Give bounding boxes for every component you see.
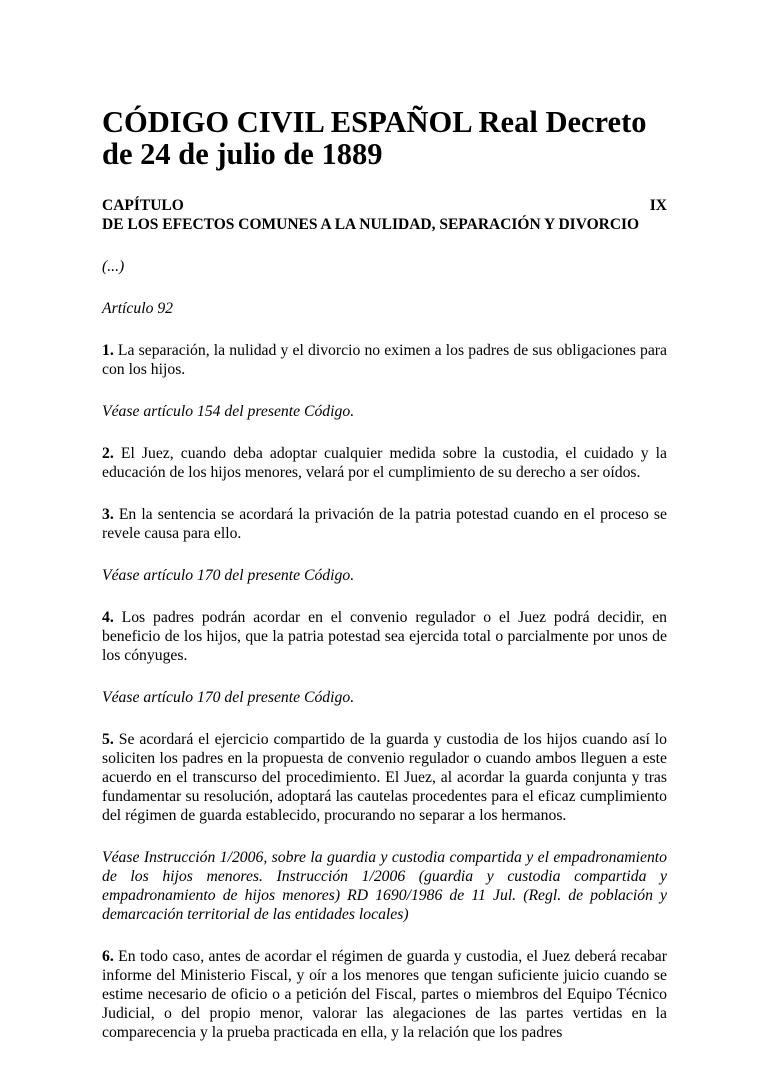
paragraph-number: 6.	[102, 948, 114, 965]
paragraph-number: 3.	[102, 506, 114, 523]
chapter-heading	[102, 196, 667, 234]
cross-reference-note: Véase artículo 170 del presente Código.	[102, 567, 355, 584]
paragraph-text: Se acordará el ejercicio compartido de la guarda y custodia de los hijos cuando así lo soliciten los padres en la propuesta de convenio regulador o cuando ambos lleguen a este acuerdo en el transcurso del procedimiento. El Juez, al acordar la guarda conjunta y tras fundamentar su resolución, adoptará las cautelas procedentes para el eficaz cumplimiento del régimen de guarda establecido, procurando no separar a los hermanos.	[102, 731, 667, 824]
document-title: CÓDIGO CIVIL ESPAÑOL Real Decreto de 24 de julio de 1889	[102, 105, 647, 171]
paragraph-text: La separación, la nulidad y el divorcio no eximen a los padres de sus obligaciones para con los hijos.	[102, 342, 667, 378]
chapter-title: DE LOS EFECTOS COMUNES A LA NULIDAD, SEPARACIÓN Y DIVORCIO	[102, 216, 640, 233]
paragraph-text: En todo caso, antes de acordar el régimen de guarda y custodia, el Juez deberá recabar informe del Ministerio Fiscal, y oír a los menores que tengan suficiente juicio cuando se estime necesario de oficio o a petición del Fiscal, partes o miembros del Equipo Técnico Judicial, o del propio menor, valorar las alegaciones de las partes vertidas en la comparecencia y la prueba practicada en ella, y la relación que los padres	[102, 948, 667, 1041]
cross-reference-note: Véase artículo 170 del presente Código.	[102, 689, 355, 706]
paragraph-number: 4.	[102, 609, 114, 626]
chapter-label: CAPÍTULO	[102, 197, 184, 214]
numbered-paragraph	[102, 341, 667, 379]
numbered-paragraph	[102, 608, 667, 665]
numbered-paragraph	[102, 444, 667, 482]
numbered-paragraph	[102, 730, 667, 825]
paragraph-number: 1.	[102, 342, 114, 359]
numbered-paragraph	[102, 947, 667, 1042]
article-heading: Artículo 92	[102, 300, 174, 317]
document-page	[102, 106, 667, 1065]
numbered-paragraph	[102, 505, 667, 543]
paragraph-text: En la sentencia se acordará la privación de la patria potestad cuando en el proceso se revele causa para ello.	[102, 506, 667, 542]
paragraph-number: 2.	[102, 445, 114, 462]
paragraph-number: 5.	[102, 731, 114, 748]
paragraph-text: El Juez, cuando deba adoptar cualquier medida sobre la custodia, el cuidado y la educación de los hijos menores, velará por el cumplimiento de su derecho a ser oídos.	[102, 445, 667, 481]
article-body	[102, 341, 667, 1042]
cross-reference-note: Véase artículo 154 del presente Código.	[102, 403, 355, 420]
cross-reference-note: Véase Instrucción 1/2006, sobre la guardia y custodia compartida y el empadronamiento de los hijos menores. Instrucción 1/2006 (guardia y custodia compartida y empadronamiento de hijos menores) RD 1690/1986 de 11 Jul. (Regl. de población y demarcación territorial de las entidades locales)	[102, 849, 667, 923]
chapter-number: IX	[649, 197, 667, 214]
ellipsis: (...)	[102, 258, 125, 275]
paragraph-text: Los padres podrán acordar en el convenio regulador o el Juez podrá decidir, en beneficio de los hijos, que la patria potestad sea ejercida total o parcialmente por unos de los cónyuges.	[102, 609, 667, 664]
